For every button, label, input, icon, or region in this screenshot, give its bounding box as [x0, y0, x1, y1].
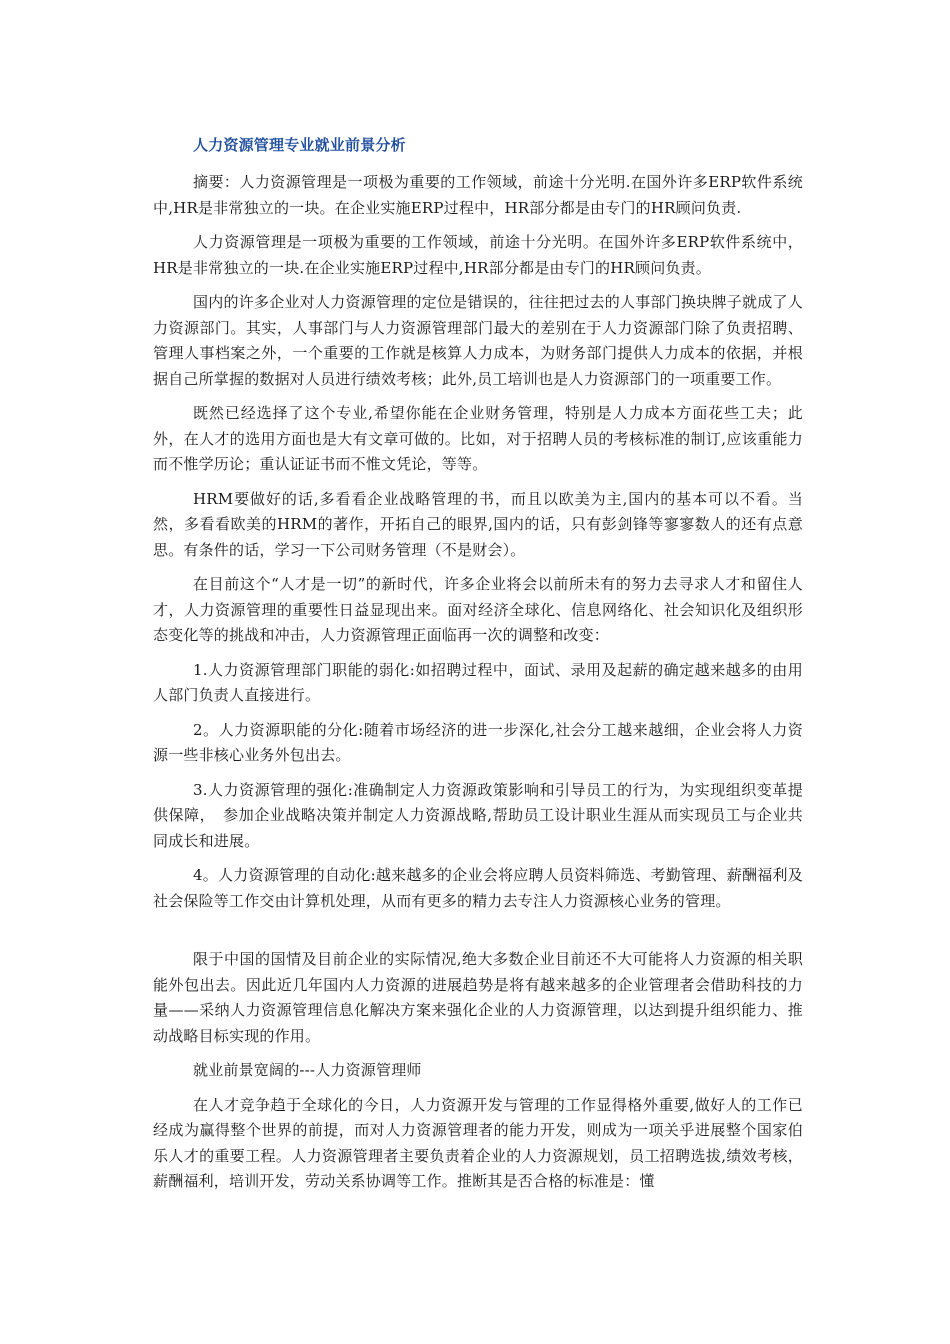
list-item-paragraph: 4。人力资源管理的自动化:越来越多的企业会将应聘人员资料筛选、考勤管理、薪酬福利及社会保险等工作交由计算机处理，从而有更多的精力去专注人力资源核心业务的管理。: [153, 866, 803, 910]
document-title: 人力资源管理专业就业前景分析: [193, 136, 406, 154]
body-paragraph: 既然已经选择了这个专业,希望你能在企业财务管理，特别是人力成本方面花些工夫；此外，在人才的选用方面也是大有文章可做的。比如，对于招聘人员的考核标准的制订,应该重能力而不惟学历论；重认证证书而不惟文凭论，等等。: [153, 404, 803, 473]
list-item-paragraph: 2。人力资源职能的分化:随着市场经济的进一步深化,社会分工越来越细，企业会将人力资源一些非核心业务外包出去。: [153, 720, 803, 764]
body-paragraph: 国内的许多企业对人力资源管理的定位是错误的，往往把过去的人事部门换块牌子就成了人力资源部门。其实，人事部门与人力资源管理部门最大的差别在于人力资源部门除了负责招聘、管理人事档案之外，一个重要的工作就是核算人力成本，为财务部门提供人力成本的依据，并根据自己所掌握的数据对人员进行绩效考核；此外,员工培训也是人力资源部门的一项重要工作。: [153, 293, 803, 388]
list-item-paragraph: 1.人力资源管理部门职能的弱化:如招聘过程中，面试、录用及起薪的确定越来越多的由用人部门负责人直接进行。: [153, 660, 803, 704]
body-paragraph: 在目前这个“人才是一切”的新时代，许多企业将会以前所未有的努力去寻求人才和留住人才，人力资源管理的重要性日益显现出来。面对经济全球化、信息网络化、社会知识化及组织形态变化等的挑战和冲击，人力资源管理正面临再一次的调整和改变：: [153, 575, 803, 644]
body-paragraph: 限于中国的国情及目前企业的实际情况,绝大多数企业目前还不大可能将人力资源的相关职能外包出去。因此近几年国内人力资源的进展趋势是将有越来越多的企业管理者会借助科技的力量——采纳人力资源管理信息化解决方案来强化企业的人力资源管理，以达到提升组织能力、推动战略目标实现的作用。: [153, 950, 803, 1045]
body-paragraph: HRM要做好的话,多看看企业战略管理的书，而且以欧美为主,国内的基本可以不看。当然，多看看欧美的HRM的著作，开拓自己的眼界,国内的话，只有彭剑锋等寥寥数人的还有点意思。有条件的话，学习一下公司财务管理（不是财会）。: [153, 489, 803, 559]
abstract-paragraph: 摘要：人力资源管理是一项极为重要的工作领域，前途十分光明.在国外许多ERP软件系统中,HR是非常独立的一块。在企业实施ERP过程中，HR部分都是由专门的HR顾问负责.: [153, 173, 803, 217]
paragraph-gap: [153, 923, 803, 947]
document-body: [153, 134, 803, 1204]
list-item-paragraph: 3.人力资源管理的强化:准确制定人力资源政策影响和引导员工的行为，为实现组织变革提供保障， 参加企业战略决策并制定人力资源战略,帮助员工设计职业生涯从而实现员工与企业共同成长和进展。: [153, 780, 803, 850]
section-heading: 就业前景宽阔的---人力资源管理师: [193, 1061, 422, 1079]
body-paragraph: 人力资源管理是一项极为重要的工作领域，前途十分光明。在国外许多ERP软件系统中，HR是非常独立的一块.在企业实施ERP过程中,HR部分都是由专门的HR顾问负责。: [153, 233, 803, 277]
body-paragraph: 在人才竞争趋于全球化的今日，人力资源开发与管理的工作显得格外重要,做好人的工作已经成为赢得整个世界的前提，而对人力资源管理者的能力开发，则成为一项关乎进展整个国家伯乐人才的重要工程。人力资源管理者主要负责着企业的人力资源规划，员工招聘选拔,绩效考核，薪酬福利，培训开发，劳动关系协调等工作。推断其是否合格的标准是：懂: [153, 1095, 803, 1190]
